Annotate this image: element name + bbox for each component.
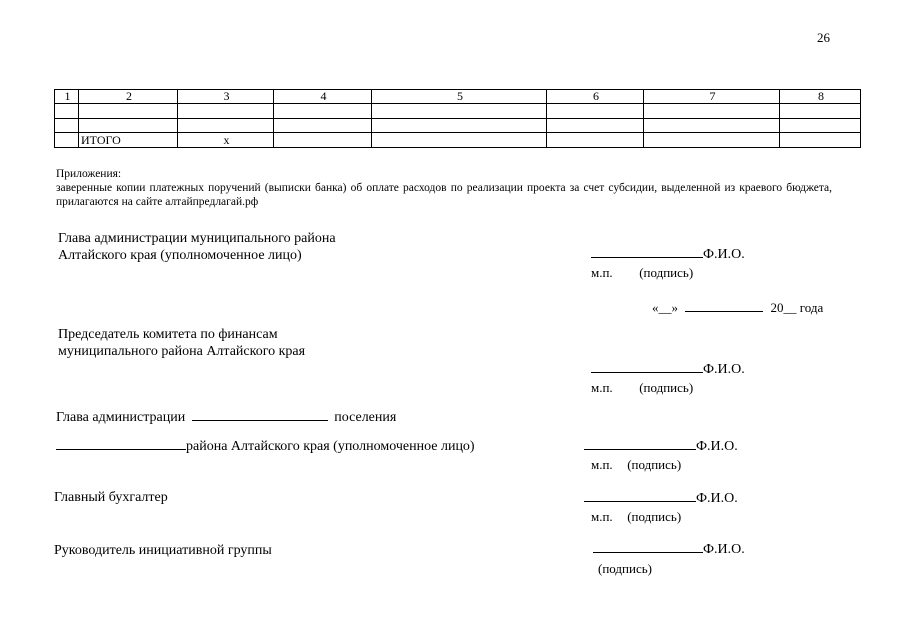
table-cell xyxy=(547,104,644,119)
annex-text: заверенные копии платежных поручений (выписки банка) об оплате расходов по реализации проекта за счет субсидии, выделенной из краевого бюджета, прилагаются на сайте алтайпредлагай.рф xyxy=(56,182,832,208)
table-cell xyxy=(55,133,79,148)
block2-stamp xyxy=(591,380,693,396)
fio-label: Ф.И.О. xyxy=(696,491,738,506)
block2-signature xyxy=(591,362,745,378)
table-row xyxy=(55,104,861,119)
annex-title: Приложения: xyxy=(56,168,122,180)
block3-signature xyxy=(584,439,738,455)
date-day: «__» xyxy=(652,300,678,315)
table-cell xyxy=(644,119,780,133)
date-month-line xyxy=(685,310,763,312)
table-header-cell: 6 xyxy=(547,90,644,104)
date-year: 20__ года xyxy=(770,300,824,315)
table-cell xyxy=(79,104,178,119)
mp-label: м.п. xyxy=(591,265,613,280)
table-header-cell: 4 xyxy=(274,90,372,104)
block4-signature xyxy=(584,491,738,507)
fio-label: Ф.И.О. xyxy=(703,362,745,377)
table-cell xyxy=(547,119,644,133)
district-name-line xyxy=(56,448,186,450)
signature-line xyxy=(591,371,703,373)
fio-label: Ф.И.О. xyxy=(703,247,745,262)
table-header-cell: 5 xyxy=(372,90,547,104)
table-total-row xyxy=(55,133,861,148)
block5-sign-label: (подпись) xyxy=(598,561,652,576)
table-cell xyxy=(644,133,780,148)
table-cell xyxy=(274,119,372,133)
table-cell xyxy=(55,119,79,133)
table-header-cell: 3 xyxy=(178,90,274,104)
table-header-cell: 2 xyxy=(79,90,178,104)
mp-label: м.п. xyxy=(591,380,613,395)
signature-line xyxy=(591,256,703,258)
block5-signature xyxy=(593,542,745,558)
block5-title: Руководитель инициативной группы xyxy=(54,543,272,558)
total-label: ИТОГО xyxy=(79,133,178,148)
table-cell xyxy=(644,104,780,119)
block4-stamp xyxy=(591,509,681,525)
block1-signature xyxy=(591,247,745,263)
block3-line1 xyxy=(56,410,396,426)
mp-label: м.п. xyxy=(591,457,613,472)
settlement-name-line xyxy=(192,419,328,421)
block3-prefix: Глава администрации xyxy=(56,410,186,425)
table-cell xyxy=(274,104,372,119)
table-cell xyxy=(780,119,861,133)
block2-line1: Председатель комитета по финансам xyxy=(58,327,278,342)
table-cell xyxy=(274,133,372,148)
date-line xyxy=(652,300,823,316)
sign-label: (подпись) xyxy=(627,457,682,472)
fio-label: Ф.И.О. xyxy=(696,439,738,454)
signature-line xyxy=(584,448,696,450)
table-header-cell: 1 xyxy=(55,90,79,104)
table-cell xyxy=(547,133,644,148)
table-cell xyxy=(55,104,79,119)
sign-label: (подпись) xyxy=(639,265,694,280)
block3-stamp xyxy=(591,457,681,473)
table-row xyxy=(55,119,861,133)
page-number: 26 xyxy=(817,30,830,45)
table-cell xyxy=(372,104,547,119)
sign-label: (подпись) xyxy=(627,509,682,524)
block3-line2-text: района Алтайского края (уполномоченное лицо) xyxy=(186,439,475,454)
table-header-cell: 8 xyxy=(780,90,861,104)
table-cell xyxy=(780,104,861,119)
signature-line xyxy=(593,551,703,553)
block3-suffix: поселения xyxy=(334,410,397,425)
table-cell: х xyxy=(178,133,274,148)
block4-title: Главный бухгалтер xyxy=(54,490,168,505)
table-header-row xyxy=(55,90,861,104)
block1-line1: Глава администрации муниципального района xyxy=(58,231,336,246)
block1-stamp xyxy=(591,265,693,281)
fio-label: Ф.И.О. xyxy=(703,542,745,557)
table-cell xyxy=(372,133,547,148)
signature-line xyxy=(584,500,696,502)
table-cell xyxy=(178,104,274,119)
block2-line2: муниципального района Алтайского края xyxy=(58,344,306,359)
sign-label: (подпись) xyxy=(639,380,694,395)
table-cell xyxy=(178,119,274,133)
mp-label: м.п. xyxy=(591,509,613,524)
block1-line2: Алтайского края (уполномоченное лицо) xyxy=(58,248,302,263)
table-header-cell: 7 xyxy=(644,90,780,104)
table-cell xyxy=(372,119,547,133)
table-cell xyxy=(780,133,861,148)
table-cell xyxy=(79,119,178,133)
report-table xyxy=(54,89,861,148)
block3-line2 xyxy=(56,439,475,455)
